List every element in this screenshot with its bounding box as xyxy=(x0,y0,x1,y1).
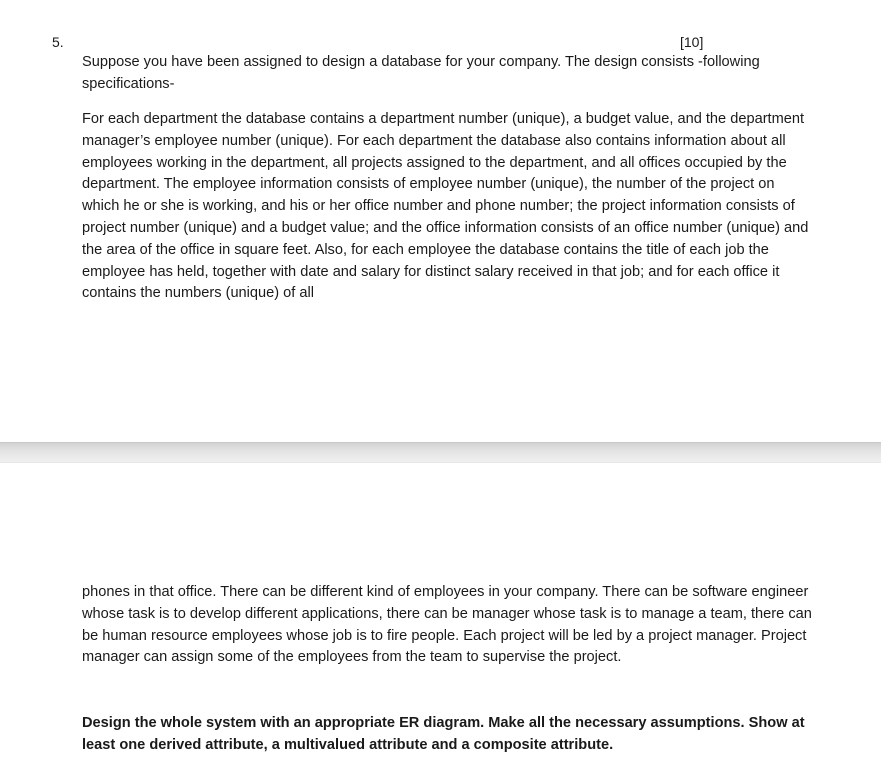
specification-paragraph-part1: For each department the database contains a department number (unique), a budget value, and the department manager’s employee number (unique). For each department the database also contains information about all employees working in the department, all projects assigned to the department, and all offices occupied by the department. The employee information consists of employee number (unique), the number of the project on which he or she is working, and his or her office number and phone number; the project information consists of project number (unique) and a budget value; and the office information consists of an office number (unique) and the area of the office in square feet. Also, for each employee the database contains the title of each job the employee has held, together with date and salary for distinct salary received in that job; and for each office it contains the numbers (unique) of all xyxy=(82,111,809,302)
question-number: 5. xyxy=(52,34,64,50)
question-intro: Suppose you have been assigned to design a database for your company. The design consists -following specifications- xyxy=(82,54,760,92)
page-break-divider xyxy=(0,442,881,463)
task-instruction: Design the whole system with an appropriate ER diagram. Make all the necessary assumptions. Show at least one derived attribute, a multivalued attribute and a composite attribute. xyxy=(82,715,805,753)
question-marks: [10] xyxy=(680,34,704,50)
specification-paragraph-part2: phones in that office. There can be different kind of employees in your company. There can be software engineer whose task is to develop different applications, there can be manager whose task is to manage a team, there can be human resource employees whose job is to fire people. Each project will be led by a project manager. Project manager can assign some of the employees from the team to supervise the project. xyxy=(82,584,812,666)
